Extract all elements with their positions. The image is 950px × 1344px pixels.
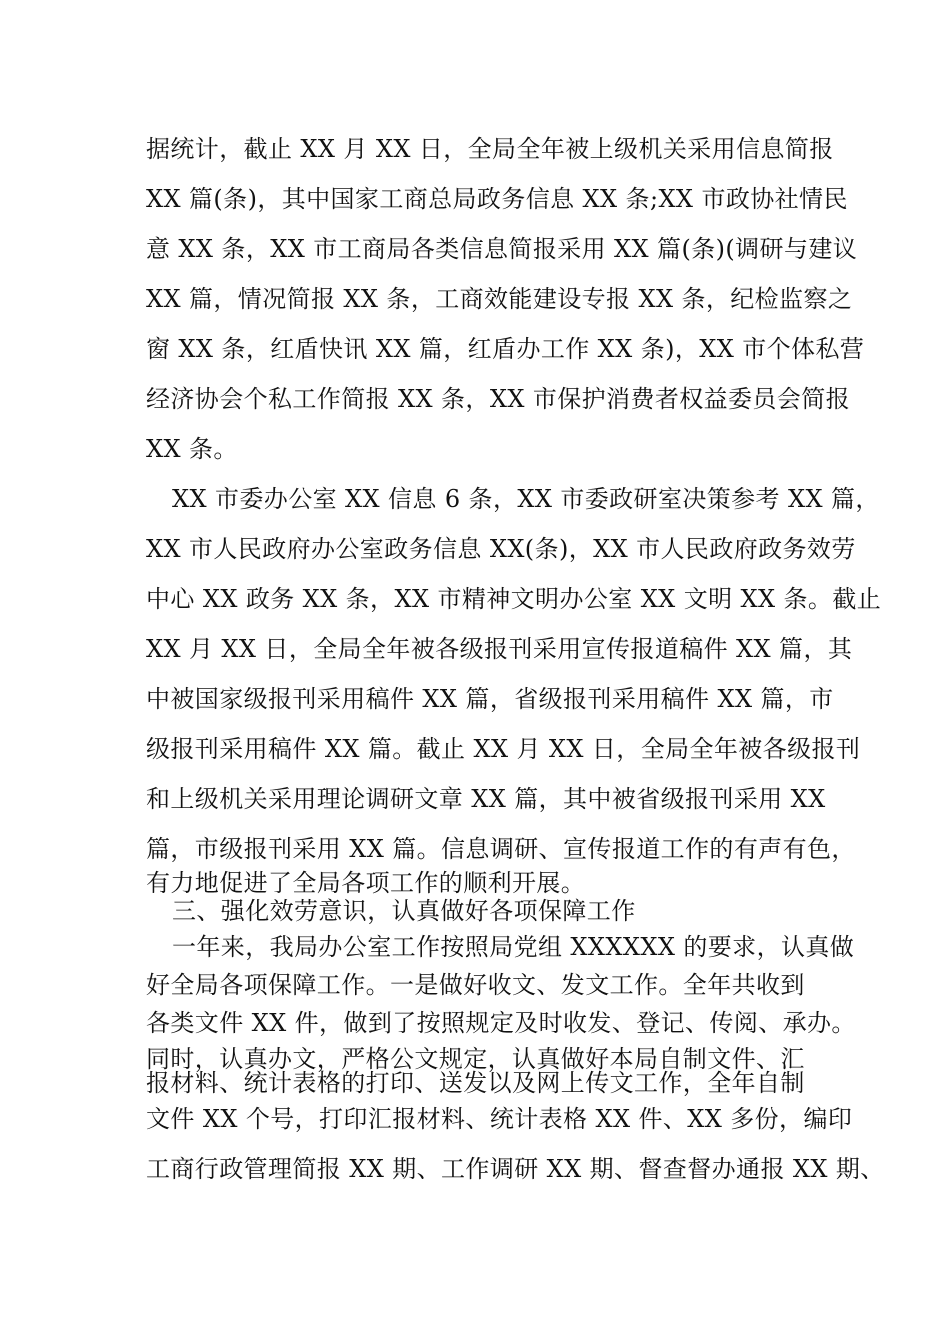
paragraph-3-line-3: 各类文件 XX 件，做到了按照规定及时收发、登记、传阅、承办。 — [146, 1009, 856, 1037]
paragraph-1-line-2: XX 篇(条)，其中国家工商总局政务信息 XX 条;XX 市政协社情民 — [146, 185, 848, 213]
paragraph-3-line-7: 工商行政管理简报 XX 期、工作调研 XX 期、督查督办通报 XX 期、 — [146, 1155, 885, 1183]
paragraph-2-line-2: XX 市人民政府办公室政务信息 XX(条)，XX 市人民政府政务效劳 — [146, 535, 856, 563]
paragraph-2-line-6: 级报刊采用稿件 XX 篇。截止 XX 月 XX 日，全局全年被各级报刊 — [146, 735, 861, 763]
paragraph-2-line-8: 篇，市级报刊采用 XX 篇。信息调研、宣传报道工作的有声有色， — [146, 835, 856, 863]
paragraph-2-line-1: XX 市委办公室 XX 信息 6 条，XX 市委政研室决策参考 XX 篇， — [172, 485, 880, 513]
paragraph-2-line-4: XX 月 XX 日，全局全年被各级报刊采用宣传报道稿件 XX 篇，其 — [146, 635, 853, 663]
paragraph-1-line-4: XX 篇，情况简报 XX 条，工商效能建设专报 XX 条，纪检监察之 — [146, 285, 853, 313]
paragraph-3-line-2: 好全局各项保障工作。一是做好收文、发文工作。全年共收到 — [146, 971, 805, 999]
paragraph-1-line-6: 经济协会个私工作简报 XX 条，XX 市保护消费者权益委员会简报 — [146, 385, 851, 413]
paragraph-2-line-3: 中心 XX 政务 XX 条，XX 市精神文明办公室 XX 文明 XX 条。截止 — [146, 585, 882, 613]
paragraph-3-line-6: 文件 XX 个号，打印汇报材料、统计表格 XX 件、XX 多份，编印 — [146, 1105, 853, 1133]
paragraph-1-line-3: 意 XX 条，XX 市工商局各类信息简报采用 XX 篇(条)(调研与建议 — [146, 235, 858, 263]
section-heading-3: 三、强化效劳意识，认真做好各项保障工作 — [172, 897, 636, 925]
paragraph-2-line-5: 中被国家级报刊采用稿件 XX 篇，省级报刊采用稿件 XX 篇，市 — [146, 685, 834, 713]
paragraph-1-line-7: XX 条。 — [146, 435, 238, 463]
paragraph-3-line-1: 一年来，我局办公室工作按照局党组 XXXXXX 的要求，认真做 — [172, 933, 855, 961]
paragraph-2-line-7: 和上级机关采用理论调研文章 XX 篇，其中被省级报刊采用 XX — [146, 785, 826, 813]
paragraph-1-line-1: 据统计，截止 XX 月 XX 日，全局全年被上级机关采用信息简报 — [146, 135, 834, 163]
paragraph-2-line-9: 有力地促进了全局各项工作的顺利开展。 — [146, 869, 586, 897]
paragraph-3-line-4: 同时，认真办文，严格公文规定，认真做好本局自制文件、汇 — [146, 1045, 805, 1073]
paragraph-3-line-5: 报材料、统计表格的打印、送发以及网上传文工作，全年自制 — [146, 1069, 805, 1097]
paragraph-1-line-5: 窗 XX 条，红盾快讯 XX 篇，红盾办工作 XX 条)，XX 市个体私营 — [146, 335, 865, 363]
